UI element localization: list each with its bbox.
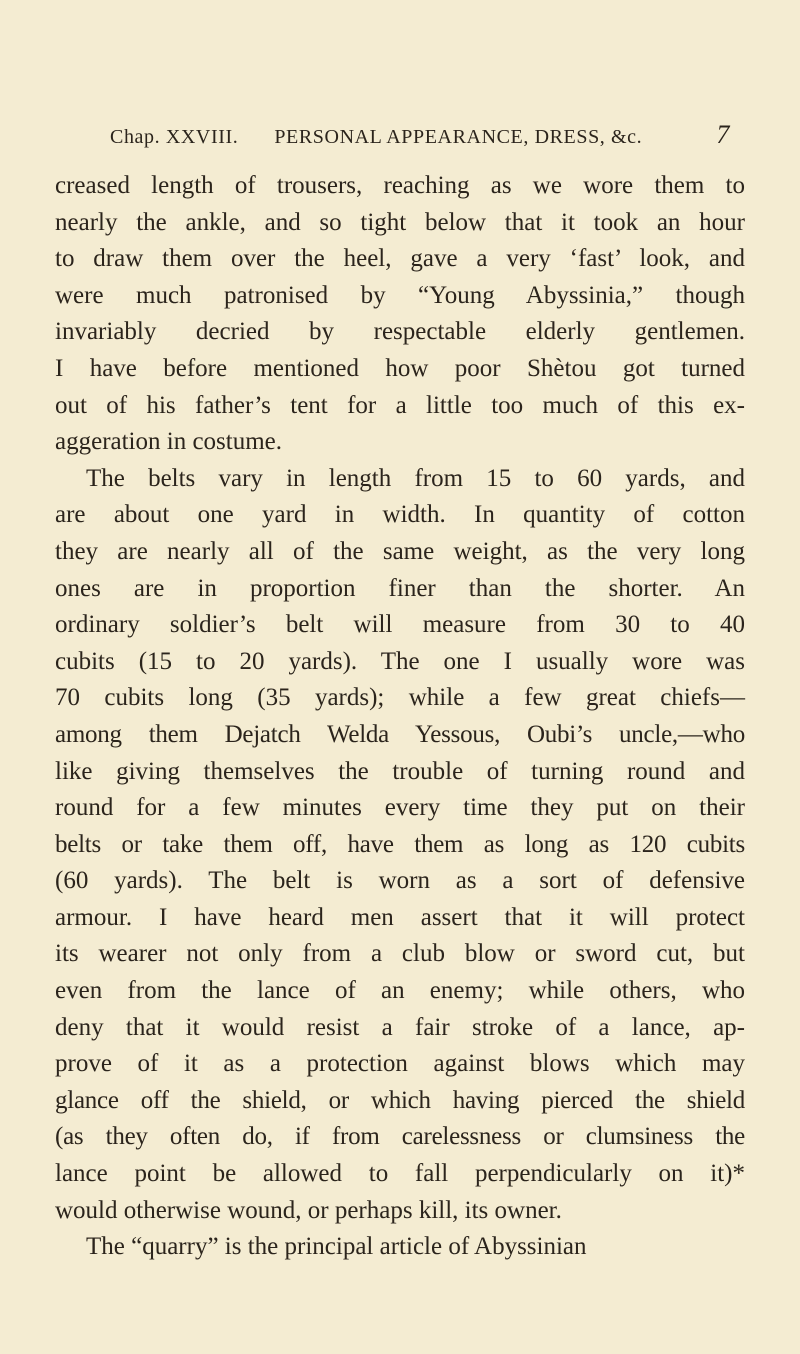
text-line: its wearer not only from a club blow or sword cut, but: [55, 940, 745, 968]
text-line: cubits (15 to 20 yards). The one I usually wore was: [55, 647, 745, 675]
running-header: [110, 120, 730, 150]
text-line: round for a few minutes every time they put on their: [55, 794, 745, 822]
text-line: belts or take them off, have them as long as 120 cubits: [55, 830, 745, 858]
text-line: deny that it would resist a fair stroke of a lance, ap-: [55, 1013, 745, 1041]
text-line: were much patronised by “Young Abyssinia,” though: [55, 281, 745, 309]
page-number: 7: [716, 120, 730, 149]
text-line: invariably decried by respectable elderly gentlemen.: [55, 318, 745, 346]
text-line: even from the lance of an enemy; while others, who: [55, 977, 745, 1005]
text-line: nearly the ankle, and so tight below that it took an hour: [55, 208, 745, 236]
text-line: (60 yards). The belt is worn as a sort of defensive: [55, 867, 745, 895]
text-line: creased length of trousers, reaching as we wore them to: [55, 172, 745, 199]
body-text: [55, 168, 745, 1266]
text-line: glance off the shield, or which having pierced the shield: [55, 1086, 745, 1114]
text-line: lance point be allowed to fall perpendicularly on it)*: [55, 1160, 745, 1188]
chapter-label: Chap. XXVIII.: [110, 126, 239, 148]
text-line: would otherwise wound, or perhaps kill, its owner.: [55, 1196, 562, 1224]
text-line: they are nearly all of the same weight, as the very long: [55, 537, 745, 565]
text-line: are about one yard in width. In quantity of cotton: [55, 501, 745, 529]
text-line: ones are in proportion finer than the shorter. An: [55, 574, 745, 602]
text-line: (as they often do, if from carelessness or clumsiness the: [55, 1123, 745, 1151]
text-line: prove of it as a protection against blows which may: [55, 1050, 745, 1078]
text-line: aggeration in costume.: [55, 428, 283, 456]
text-line: The belts vary in length from 15 to 60 yards, and: [86, 464, 745, 492]
text-line: among them Dejatch Welda Yessous, Oubi’s uncle,—who: [55, 720, 745, 748]
text-line: out of his father’s tent for a little too much of this ex-: [55, 391, 745, 419]
text-line: to draw them over the heel, gave a very ‘fast’ look, and: [55, 245, 745, 273]
text-line: armour. I have heard men assert that it will protect: [55, 903, 745, 931]
text-line: I have before mentioned how poor Shètou got turned: [55, 354, 745, 382]
text-line: ordinary soldier’s belt will measure from 30 to 40: [55, 611, 745, 639]
text-line: The “quarry” is the principal article of Abyssinian: [86, 1233, 587, 1261]
text-line: like giving themselves the trouble of turning round and: [55, 757, 745, 785]
text-line: 70 cubits long (35 yards); while a few great chiefs—: [55, 684, 745, 712]
running-title: PERSONAL APPEARANCE, DRESS, &c.: [274, 126, 643, 148]
